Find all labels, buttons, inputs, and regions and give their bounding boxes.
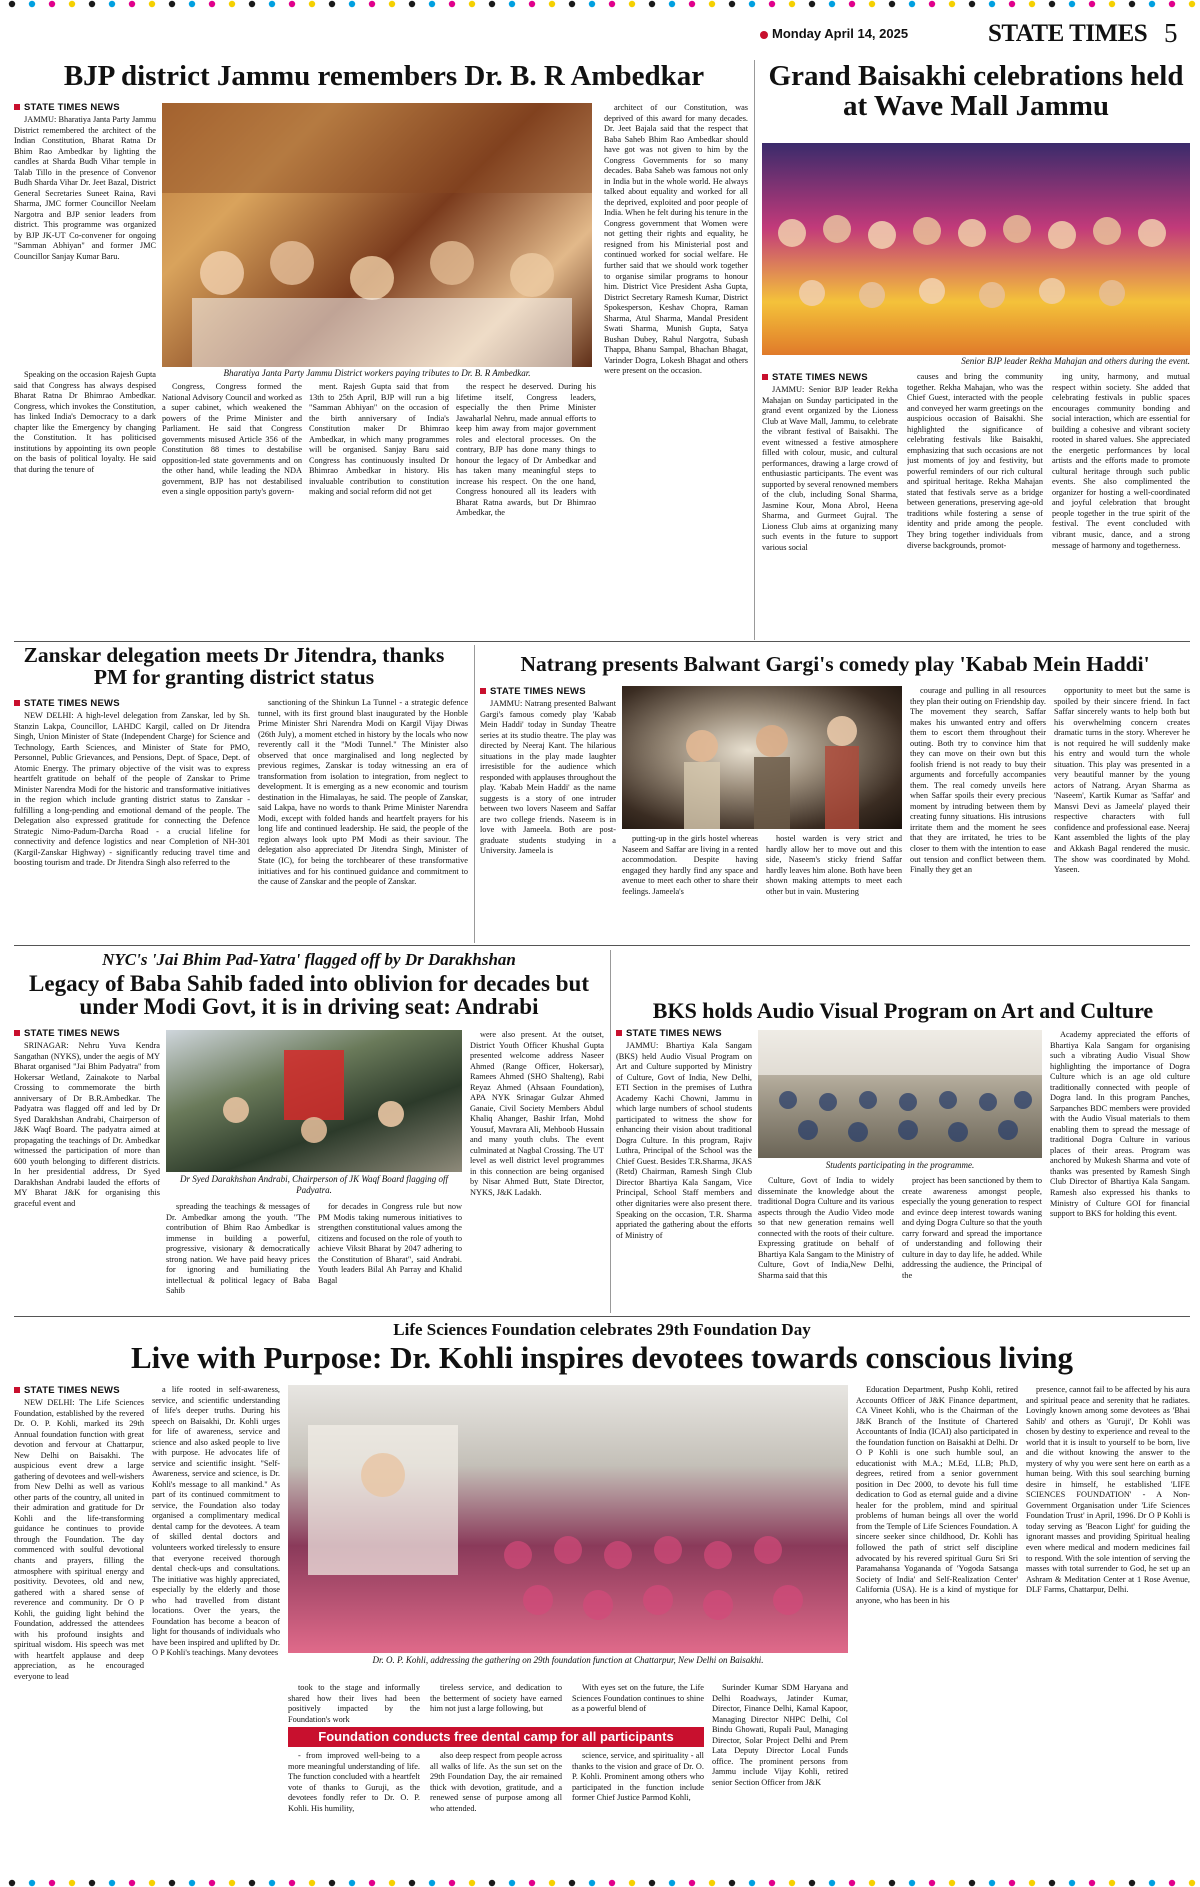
registration-dot — [749, 1880, 755, 1886]
section-divider — [14, 945, 1190, 946]
paragraph: JAMMU: Natrang presented Balwant Gargi's famous comedy play 'Kabab Mein Haddi' today in Sunday Theatre series at its studio theatre. The play was directed by Neeraj Kant. The hilarious situations in the play made laughter irresistible for the audience which responded with applauses throughout the play. 'Kabab Mein Haddi' as the name suggests is a story of one intruder between two lovers Naseem and Saffar are two college friends. Naseem is in love with Jameela. Both are post-graduate students studying in a University. Jameela is — [480, 699, 616, 856]
registration-dot — [349, 1, 355, 7]
byline-text: STATE TIMES NEWS — [24, 698, 120, 709]
registration-dot — [429, 1880, 435, 1886]
issue-date: Monday April 14, 2025 — [772, 26, 909, 41]
registration-dot — [669, 1880, 675, 1886]
dental-camp-banner — [288, 1727, 704, 1747]
article-text — [910, 686, 1046, 943]
registration-dot — [629, 1, 635, 7]
registration-dot — [649, 1, 655, 7]
article-text — [572, 1751, 704, 1876]
article-text — [430, 1751, 562, 1876]
kicker-lsf: Life Sciences Foundation celebrates 29th Foundation Day — [393, 1320, 811, 1339]
registration-dot — [689, 1880, 695, 1886]
masthead — [760, 18, 1190, 52]
registration-dot — [309, 1, 315, 7]
photo-baisakhi-group — [762, 143, 1190, 355]
registration-dot — [509, 1, 515, 7]
article-text — [258, 698, 468, 943]
paragraph: tireless service, and dedication to the betterment of society have earned him not just a large following, but — [430, 1683, 562, 1714]
registration-dot — [409, 1, 415, 7]
registration-dot — [229, 1, 235, 7]
registration-dot — [409, 1880, 415, 1886]
registration-dot — [429, 1, 435, 7]
byline — [616, 1028, 722, 1039]
registration-dot — [729, 1880, 735, 1886]
registration-dot — [749, 1, 755, 7]
registration-dot — [789, 1880, 795, 1886]
byline-text: STATE TIMES NEWS — [24, 1385, 120, 1396]
article-text — [856, 1385, 1018, 1876]
article-text — [1052, 372, 1190, 638]
registration-dot — [689, 1, 695, 7]
registration-dot — [1049, 1880, 1055, 1886]
paper-name: STATE TIMES — [988, 20, 1148, 47]
byline — [14, 1028, 120, 1039]
photo-bks-students — [758, 1030, 1042, 1158]
registration-dot — [29, 1, 35, 7]
registration-dot — [729, 1, 735, 7]
registration-dot — [1109, 1, 1115, 7]
byline — [480, 686, 586, 697]
photo-kohli-gathering — [288, 1385, 848, 1653]
registration-dot — [989, 1880, 995, 1886]
red-bullet-icon — [760, 31, 768, 39]
paragraph: hostel warden is very strict and hardly allow her to move out and this side, Naseem's sticky friend Saffar hardly leaves him alone. Both have been shown making attempts to meet each other but in vain. Mustering — [766, 834, 902, 896]
headline-zanskar: Zanskar delegation meets Dr Jitendra, thanks PM for granting district status — [23, 643, 445, 689]
paragraph: sanctioning of the Shinkun La Tunnel - a strategic defence tunnel, with its first ground blast inaugurated by the Honble Prime Minister Shri Narendra Modi on Kargil Vijay Diwas (26th July), a moment etched in history by the locals who now reverently call it the "Modi Tunnel." The Minister also observed that once marginalised and long neglected by previous regimes, Zanskar is today witnessing an era of transformation from isolation to integration, from neglect to development. It is emerging as a new economic and tourism destination in the Himalayas, he said. The people of Zanskar, said Lakpa, have no words to thank Prime Minister Narendra Modi, except with folded hands and heartfelt prayers for his long life and continued leadership. He said, the people of the region always look upto PM Modi as their saviour. The delegation also appreciated Dr Jitendra Singh, Minister of State (IC), for being the torchbearer of these transformative initiatives and for his continued guidance and commitment to the cause of Zanskar and the people of Zanskar. — [258, 698, 468, 887]
article-text — [166, 1202, 310, 1313]
paragraph: JAMMU: Senior BJP leader Rekha Mahajan on Sunday participated in the grand event organized by the Lioness Club at Wave Mall, Jammu, to celebrate the vibrant festival of Baisakhi. The event witnessed a festive atmosphere filled with colour, music, and cultural performances, drawing a large crowd of enthusiastic participants. The event was supported by several renowned members of the club, including Sonal Sharma, Jasmine Kour, Mona Abrol, Heena Sharma, and Gurmeet Gujral. The Lioness Club aims at organizing many such events in the future to support various social — [762, 385, 898, 552]
article-text — [288, 1751, 420, 1876]
paragraph: Congress, Congress formed the National Advisory Council and worked as a super cabinet, which weakened the powers of the Prime Minister and Parliament. He said that Congress governments misused Article 356 of the Constitution 88 times to destabilise opposition-led state governments and on the other hand, while leading the NDA government, BJP has not destabilised even a single opposition party's govern- — [162, 382, 302, 497]
section-divider — [14, 641, 1190, 642]
article-text — [430, 1683, 562, 1725]
registration-dot — [1169, 1, 1175, 7]
registration-dot — [669, 1, 675, 7]
paragraph: spreading the teachings & messages of Dr. Ambedkar among the youth. "The contribution of Bhim Rao Ambedkar is immense in building a powerful, progressive, visionary & democratically strong nation. We have paid heavy prices for ignoring and humiliating the intellectual & political legacy of Baba Sahib — [166, 1202, 310, 1296]
paragraph: architect of our Constitution, was deprived of this award for many decades. Dr. Jeet Bajala said that the respect that Baba Saheb Bhim Rao Ambedkar should have got was not given to him by the Congress Governments for so many decades. Baba Saheb was famous not only in India but in the whole world. He always talked about equality and worked for all the deprived, exploited and poor people of India. When he felt during his tenure in the Congress government that Women were not getting their rights and equality, he resigned from his Ministerial post and continued worked for social welfare. He further said that we should work together to organise similar programs to honour him. District Vice President Asha Gupta, District Secretary Ramesh Kumar, District Spokesperson, Keshav Chopra, Raman Sharma, Atul Sharma, Mandal President Swati Sharma, Munish Gupta, Satya Bushan Dubey, Rahul Nargotra, Subash Thappa, Bhanu Sampal, Bhachan Bhagat, Varinder Dogra, Lokesh Bhagat and others were present on the occasion. — [604, 103, 748, 376]
paragraph: opportunity to meet but the same is spoiled by their sincere friend. In fact Saffar sincerely wants to help both but his overwhelming concern creates dramatic turns in the story. Wherever he is not required he will suddenly make his entry and would turn the whole situation. This play was presented in a very beautiful manner by the young actors of Natrang. Aryan Sharma as 'Naseem', Kartik Kumar as 'Saffar' and Mansvi Devi as Jameela' played their respective characters with full confidence and professional ease. Neeraj Kant assembled the lights of the play and Akkash Bagal rendered the music. The show was coordinated by Mohd. Yaseen. — [1054, 686, 1190, 875]
registration-dot — [369, 1880, 375, 1886]
paragraph: NEW DELHI: A high-level delegation from Zanskar, led by Sh. Stanzin Lakpa, Councillor, LAHDC Kargil, called on Dr Jitendra Singh, Union Minister of State (Independent Charge) for Science and Technology, Earth Sciences, and Minister of State for PMO, Personnel, Public Grievances, and Pensions, Dept. of Space, Dept. of Atomic Energy. The primary objective of the visit was to express heartfelt gratitude on behalf of the people of Zanskar to Prime Minister Narendra Modi for the historic and transformative initiatives in the region which include granting district status to Zanskar - fulfilling a long-pending and emotional demand of the people. The Delegation also expressed gratitude for connecting the Defence Strategic Nimo-Padum-Darcha Road - a crucial lifeline for connectivity and defence logistics and near Completion of NH-301 (Kargil-Zanskar Highway) - significantly reducing travel time and boosting tourism and trade. Dr Jitendra Singh also referred to the — [14, 711, 250, 868]
article-text — [902, 1176, 1042, 1313]
registration-dot — [629, 1880, 635, 1886]
byline-text: STATE TIMES NEWS — [24, 102, 120, 113]
registration-dot — [1029, 1880, 1035, 1886]
paragraph: JAMMU: Bhartiya Kala Sangam (BKS) held Audio Visual Program on Art and Culture supported by Ministry of Culture, Govt of India, New Delhi, ETI Section in the premises of Luthra Academy Kachi Chowni, Jammu in which large numbers of school students participated to witness the show for enhancing their vision about traditional Dogra Culture. In this program, Rajiv Luthra, Principal of the School was the Chief Guest. Besides T.R.Sharma, JKAS (Retd) Chairman, Ramesh Singh Club Director Bhartiya Kala Sangam, Vice Principal, School Staff members and other dignitaries were also present there. Speaking on the occasion, T.R. Sharma appriated the gathering about the efforts of Ministry of — [616, 1041, 752, 1240]
paragraph: NEW DELHI: The Life Sciences Foundation, established by the revered Dr. O. P. Kohli, marked its 29th Annual foundation function with great devotion and fervour at Chattarpur, New Delhi on Baisakhi. The auspicious event drew a large gathering of devotees and well-wishers from New Delhi as well as various other parts of the country, all united in their admiration and gratitude for Dr Kohli and the life-transforming guidance he continues to provide through the Foundation. The day commenced with soulful devotional chants and prayers, filling the atmosphere with spiritual energy and positivity. Devotees, old and new, gathered with a shared sense of reverence and community. Dr O P Kohli, the guiding light behind the Foundation, addressed the attendees with his profound insights and spiritual wisdom. His speech was met with heartfelt applause and deep appreciation, as he encouraged everyone to lead — [14, 1398, 144, 1681]
registration-dot — [389, 1880, 395, 1886]
registration-dot — [329, 1880, 335, 1886]
article-text — [162, 382, 302, 638]
article-text — [470, 1030, 604, 1313]
registration-dot — [49, 1880, 55, 1886]
column-divider — [754, 60, 755, 640]
registration-dot — [169, 1, 175, 7]
paragraph: courage and pulling in all resources they plan their outing on Friendship day. The movement they search, Saffar makes his unwanted entry and offers them to escort them throughout their outing. Both try to convince him that they can move on their own but this foolish friend is not ready to buy their arguments and forcefully accompanies them. The real comedy unveils here when Saffar spoils their every precious moment by intruding between them by creating funny situations. His intrusions irritate them and the moment he sees that they are irritated, he tries to be closer to them with the intention to ease out tension and conflict between them. Finally they get an — [910, 686, 1046, 875]
headline-kohli: Live with Purpose: Dr. Kohli inspires devotees towards conscious living — [130, 1340, 1074, 1375]
byline-text: STATE TIMES NEWS — [772, 372, 868, 383]
registration-dot — [1049, 1, 1055, 7]
paragraph: putting-up in the girls hostel whereas Naseem and Saffar are living in a rented accommodation. Despite having engaged they hardly find any space and avenue to meet each other to share their feelings. Jameela's — [622, 834, 758, 896]
paragraph: ment. Rajesh Gupta said that from 13th to 25th April, BJP will run a big "Samman Abhiyan" on the occasion of the birth anniversary of India's Constitution maker Dr Bhimrao Ambedkar, in which many programmes will be organised. Sanjay Baru said Congress has continuously insulted Dr Bhimrao Ambedkar in history. His invaluable contribution to constitution making and social reform did not get — [309, 382, 449, 497]
registration-dot — [469, 1880, 475, 1886]
registration-dot — [1009, 1880, 1015, 1886]
registration-dot — [909, 1880, 915, 1886]
headline-ambedkar: BJP district Jammu remembers Dr. B. R Ambedkar — [63, 60, 705, 92]
registration-dot — [549, 1880, 555, 1886]
registration-dot — [1129, 1, 1135, 7]
column-divider — [610, 950, 611, 1313]
registration-dot — [569, 1, 575, 7]
registration-dot — [709, 1, 715, 7]
registration-dot — [49, 1, 55, 7]
registration-dot — [869, 1880, 875, 1886]
registration-dot — [1149, 1, 1155, 7]
registration-dot — [469, 1, 475, 7]
article-text — [572, 1683, 704, 1725]
registration-dot — [9, 1880, 15, 1886]
bottom-dot-strip — [0, 1879, 1200, 1887]
registration-dot — [1129, 1880, 1135, 1886]
paragraph: took to the stage and informally shared how their lives had been positively impacted by the Foundation's work — [288, 1683, 420, 1724]
paragraph: were also present. At the outset, District Youth Officer Khushal Gupta presented welcome address Naseer Ahmed (Range Officer, Hokersar), Ramees Ahmed (SHO Shalteng), Rabi Reyaz Ahmed (Ahsaan Foundation), APA NYK Srinagar Gulzar Ahmed Ganaie, Civil Society Members Abdul Khaliq Ahanger, Bashir Irfan, Mohd Yousuf, Mavrara Ali, Mehboob Hussain and many youth clubs. The event culminated at Nagbal Crossing. The UT level as well district level programmes in this connection are being organised by Nisar Ahmed Butt, State Director, NYKS, J&K Ladakh. — [470, 1030, 604, 1197]
registration-dot — [549, 1, 555, 7]
article-text — [480, 699, 616, 943]
registration-dot — [249, 1880, 255, 1886]
article-text — [456, 382, 596, 638]
paragraph: JAMMU: Bharatiya Janta Party Jammu District remembered the architect of the Indian Constitution, Bharat Ratna Dr Bhim Rao Ambedkar by lighting the candles at Sharda Budh Vihar temple in Talab Tillo in the presence of Convenor Budh Sharda Vihar Dr. Jeet Bazal, District General Secretaries Suneet Raina, Ravi Sharma, JMC former Councillor Neelam Nargotra and BJP senior leaders from district. This programme was organized by BJP JK-UT Co-convener for ongoing "Samman Abhiyan" and former JMC Councillor Sanjay Kumar Baru. — [14, 115, 156, 261]
registration-dot — [869, 1, 875, 7]
registration-dot — [269, 1880, 275, 1886]
registration-dot — [69, 1, 75, 7]
registration-dot — [369, 1, 375, 7]
registration-dot — [509, 1880, 515, 1886]
paragraph: Surinder Kumar SDM Haryana and Delhi Roadways, Jatinder Kumar, Director, Finance Delhi, Kamal Kapoor, Managing Director NHPC Delhi, Col Bindu Ghowati, Rupali Paul, Managing Director, Solar Project Delhi and Prem Lata Deputy Director Local Funds office. The prominent persons from Jammu include Vijay Kohli, retired senior Section Officer from J&K — [712, 1683, 848, 1787]
registration-dot — [309, 1880, 315, 1886]
registration-dot — [69, 1880, 75, 1886]
registration-dot — [269, 1, 275, 7]
registration-dot — [89, 1, 95, 7]
paragraph: also deep respect from people across all walks of life. As the sun set on the 29th Foundation Day, the air remained thick with devotion, gratitude, and a renewed sense of purpose among all who attended. — [430, 1751, 562, 1813]
article-text — [766, 834, 902, 943]
article-text — [14, 370, 156, 638]
article-text — [762, 385, 898, 638]
registration-dot — [829, 1880, 835, 1886]
registration-dot — [909, 1, 915, 7]
registration-dot — [489, 1, 495, 7]
registration-dot — [289, 1, 295, 7]
registration-dot — [969, 1880, 975, 1886]
registration-dot — [609, 1880, 615, 1886]
registration-dot — [1069, 1, 1075, 7]
article-text — [907, 372, 1043, 638]
paragraph: a life rooted in self-awareness, service, and scientific understanding of life's deeper truths. During his speech on Baisakhi, Dr. Kohli urges for life of awareness, service and science and also asked people to live with purpose. He advocates life of service and scientific insight. "Self-Awareness, service and science, is Dr. Kohli's message to all mankind." As part of its continued commitment to service, the Foundation also today organised a complimentary medical dental camp for the devotees. A team of skilled dental doctors and volunteers worked tirelessly to ensure that everyone received thorough dental check-ups and consultations. The initiative was highly appreciated, especially by the elderly and those who had travelled from distant locations. Over the years, the Foundation has become a beacon of light for thousands of individuals who have been inspired and uplifted by Dr. O P Kohli's teachings. Many devotees — [152, 1385, 280, 1658]
headline-bks: BKS holds Audio Visual Program on Art and Culture — [652, 998, 1154, 1023]
registration-dot — [1089, 1, 1095, 7]
registration-dot — [489, 1880, 495, 1886]
registration-dot — [889, 1, 895, 7]
registration-dot — [769, 1, 775, 7]
photo-crowd-art — [162, 103, 592, 367]
photo-caption: Bharatiya Janta Party Jammu District workers paying tributes to Dr. B. R Ambedkar. — [223, 368, 531, 378]
column-divider — [474, 645, 475, 943]
registration-dot — [769, 1880, 775, 1886]
paragraph: Culture, Govt of India to widely disseminate the knowledge about the traditional Dogra Culture and its various aspects through the Audio Video mode so that new generation remains well connected with the roots of their culture. Expressing gratitude on behalf of Bhartiya Kala Sangam to the Ministry of Culture, Govt of India,New Delhi, Sharma said that this — [758, 1176, 894, 1280]
registration-dot — [889, 1880, 895, 1886]
photo-group-art — [762, 143, 1190, 355]
byline — [14, 698, 120, 709]
registration-dot — [1009, 1, 1015, 7]
photo-caption: Senior BJP leader Rekha Mahajan and others during the event. — [961, 356, 1190, 366]
registration-dot — [529, 1, 535, 7]
article-text — [318, 1202, 462, 1313]
paragraph: for decades in Congress rule but now PM Modis taking numerous initiatives to strengthen constitutional values among the citizens and focused on the role of youth to achieve Viksit Bharat by 2047 adhering to the Constitution of Bharat", said Andrabi. Youth leaders Bilal Ah Parray and Khalid Bagal — [318, 1202, 462, 1285]
registration-dot — [1069, 1880, 1075, 1886]
article-text — [604, 103, 748, 638]
registration-dot — [929, 1, 935, 7]
paragraph: With eyes set on the future, the Life Sciences Foundation continues to shine as a powerful blend of — [572, 1683, 704, 1714]
photo-classroom-art — [758, 1030, 1042, 1158]
photo-caption: Dr Syed Darakhshan Andrabi, Chairperson of JK Waqf Board flagging off Padyatra. — [180, 1174, 448, 1195]
photo-caption: Students participating in the programme. — [825, 1160, 975, 1170]
registration-dot — [789, 1, 795, 7]
article-text — [1050, 1030, 1190, 1313]
registration-dot — [849, 1, 855, 7]
registration-dot — [189, 1, 195, 7]
headline-natrang: Natrang presents Balwant Gargi's comedy play 'Kabab Mein Haddi' — [520, 652, 1150, 676]
byline-text: STATE TIMES NEWS — [626, 1028, 722, 1039]
registration-dot — [949, 1, 955, 7]
banner-text: Foundation conducts free dental camp for all participants — [318, 1729, 674, 1744]
registration-dot — [1149, 1880, 1155, 1886]
photo-ambedkar-tribute — [162, 103, 592, 367]
registration-dot — [1169, 1880, 1175, 1886]
article-text — [309, 382, 449, 638]
paragraph: Speaking on the occasion Rajesh Gupta said that Congress has always despised Bharat Ratna Dr Bhimrao Ambedkar. Congress, which invokes the Constitution, has linked India's Democracy to a dark chapter like the Emergency by changing the Constitution. It has politicised institutions by appointing its own people on the basis of political loyalty. He said that during the tenure of — [14, 370, 156, 474]
page-number: 5 — [1164, 18, 1178, 48]
byline — [762, 372, 868, 383]
top-dot-strip — [0, 0, 1200, 8]
photo-play-scene — [622, 686, 902, 829]
article-text — [14, 1398, 144, 1876]
article-text — [758, 1176, 894, 1313]
registration-dot — [709, 1880, 715, 1886]
registration-dot — [1089, 1880, 1095, 1886]
article-text — [1026, 1385, 1190, 1876]
registration-dot — [1189, 1880, 1195, 1886]
registration-dot — [949, 1880, 955, 1886]
registration-dot — [1029, 1, 1035, 7]
photo-flag-art — [166, 1030, 462, 1172]
registration-dot — [29, 1880, 35, 1886]
paragraph: Academy appreciated the efforts of Bhartiya Kala Sangam for organising such a vibrating Audio Visual Show highlighting the importance of Dogra Culture which is an age old culture traditionally connected with people of Dogra land. In this program Panches, Sarpanches BDC members were provided with the Audio Visual materials to them enabling them to spread the message of traditional Dogra Culture in various places of their areas. Program was anchored by Mukesh Sharma and vote of thanks was presented by Ramesh Singh Club Director of Bhartiya Kala Sangam. Ramesh also expressed his thanks to Ministry of Culture GOI for financial support to BKS for holding this event. — [1050, 1030, 1190, 1219]
article-text — [14, 1041, 160, 1313]
headline-andrabi: Legacy of Baba Sahib faded into oblivion for decades but under Modi Govt, it is in driving seat: Andrabi — [29, 971, 589, 1020]
article-text — [616, 1041, 752, 1313]
paragraph: causes and bring the community together. Rekha Mahajan, who was the Chief Guest, interacted with the people and conveyed her warm greetings on the auspicious occasion of Baisakhi. She highlighted the significance of celebrating festivals like Baisakhi, emphasizing that such occasions are not just moments of joy and festivity, but powerful reminders of our rich cultural and spiritual heritage. Rekha Mahajan stated that festivals serve as a bridge between generations, preserving age-old traditions while fostering a sense of identity and pride among the people. They bring together individuals from diverse backgrounds, promot- — [907, 372, 1043, 550]
registration-dot — [449, 1880, 455, 1886]
registration-dot — [1189, 1, 1195, 7]
photo-caption: Dr. O. P. Kohli, addressing the gathering on 29th foundation function at Chattarpur, New Delhi on Baisakhi. — [372, 1655, 764, 1665]
registration-dot — [829, 1, 835, 7]
registration-dot — [149, 1, 155, 7]
paragraph: ing unity, harmony, and mutual respect within society. She added that celebrating festivals in public spaces encourages community bonding and social interaction, which are essential for building a cohesive and vibrant society rooted in shared values. She appreciated the energetic performances by local artists and the efforts made to promote cultural heritage through such public events. She also complimented the organizer for hosting a well-coordinated and joyful celebration that brought people together in the true spirit of the festival. The event concluded with vibrant music, dance, and a strong message of harmony and togetherness. — [1052, 372, 1190, 550]
photo-audience-art — [288, 1385, 848, 1653]
registration-dot — [329, 1, 335, 7]
registration-dot — [849, 1880, 855, 1886]
section-divider — [14, 1316, 1190, 1317]
article-text — [14, 711, 250, 943]
registration-dot — [649, 1880, 655, 1886]
registration-dot — [209, 1880, 215, 1886]
registration-dot — [209, 1, 215, 7]
registration-dot — [129, 1880, 135, 1886]
registration-dot — [589, 1, 595, 7]
registration-dot — [809, 1, 815, 7]
registration-dot — [969, 1, 975, 7]
paragraph: - from improved well-being to a more meaningful understanding of life. The function concluded with a heartfelt vote of thanks to Guruji, as the devotees fondly refer to Dr. O. P. Kohli. His humility, — [288, 1751, 420, 1813]
registration-dot — [1109, 1880, 1115, 1886]
article-text — [14, 115, 156, 366]
registration-dot — [289, 1880, 295, 1886]
registration-dot — [589, 1880, 595, 1886]
headline-baisakhi: Grand Baisakhi celebrations held at Wave Mall Jammu — [768, 60, 1184, 122]
kicker-padyatra: NYC's 'Jai Bhim Pad-Yatra' flagged off by Dr Darakhshan — [102, 950, 516, 969]
registration-dot — [929, 1880, 935, 1886]
byline-text: STATE TIMES NEWS — [24, 1028, 120, 1039]
paragraph: science, service, and spirituality - all thanks to the vision and grace of Dr. O. P. Kohli. Prominent among others who participated in the function include former Chief Justice Parmod Kohli, — [572, 1751, 704, 1803]
paragraph: Education Department, Pushp Kohli, retired Accounts Officer of J&K Finance department, CA Vineet Kohli, who is the Chairman of the J&K Branch of the Institute of Chartered Accountants of India (ICAI) also participated in the foundation function on Baisakhi at Delhi. Dr O P Kohli is one such humble soul, an educationist with M.A.; M.Ed, LLB; Ph.D, degrees, retired from a senior government position in Dec 2000, to devote his full time dedication to God as eternal guide and a divine healer for the problem, mind and spiritual problems of human beings all over the world from the Temple of Life Sciences Foundation. A sincere seeker since childhood, Dr. Kohli has followed the path of strict self discipline advocated by his revered spiritual Guru Sri Sri Paramahansa Yogananda of 'Yogoda Satsanga Society of India' and Self-Realization Center' California (USA). He is a kind of mystique for anyone, who has been in his — [856, 1385, 1018, 1605]
article-text — [1054, 686, 1190, 943]
registration-dot — [189, 1880, 195, 1886]
registration-dot — [109, 1880, 115, 1886]
registration-dot — [249, 1, 255, 7]
registration-dot — [529, 1880, 535, 1886]
article-text — [152, 1385, 280, 1876]
registration-dot — [169, 1880, 175, 1886]
registration-dot — [389, 1, 395, 7]
registration-dot — [349, 1880, 355, 1886]
registration-dot — [149, 1880, 155, 1886]
byline — [14, 1385, 120, 1396]
registration-dot — [569, 1880, 575, 1886]
registration-dot — [609, 1, 615, 7]
registration-dot — [129, 1, 135, 7]
article-text — [712, 1683, 848, 1876]
registration-dot — [809, 1880, 815, 1886]
paragraph: presence, cannot fail to be affected by his aura and spiritual peace and serenity that he radiates. Lovingly known among some devotees as 'Bhai Sahib' and others as 'Guruji', Dr Kohli was chosen by destiny to experience and reveal to the world that it is insult to yourself to be born, live and die without knowing the answer to the mystery of why you were sent here on earth as a human being. With this soul searching burning desire in himself, he established 'LIFE SCIENCES FOUNDATION' - A Non-Government Organisation under 'Life Sciences Foundation Trust' in April, 1996. Dr O P Kohli is today serving as 'Beacon Light' for guiding the ignorant masses and providing Spiritual healing even where medical and modern medicines fail to respond. With the sole intention of serving the masses with total surrender to God, he set up an Ashram & Meditation Center at 1 Rose Avenue, DLF Farms, Chattarpur, Delhi. — [1026, 1385, 1190, 1595]
registration-dot — [109, 1, 115, 7]
registration-dot — [229, 1880, 235, 1886]
byline — [14, 102, 120, 113]
article-text — [622, 834, 758, 943]
paragraph: SRINAGAR: Nehru Yuva Kendra Sangathan (NYKS), under the aegis of MY Bharat organised "Jai Bhim Padyatra" from Hokersar Wetland, Zainakote to Narbal Crossing to commemorate the birth anniversary of Dr B.R.Ambedkar. The Padyatra was flagged off and led by Dr Syed Darakhshan Andrabi, Chairperson of J&K Waqf Board. The padyatra aimed at propagating the teachings of Dr. Ambedkar witnessed the participation of more than 600 youth belonging to different districts. In her presidential address, Dr Syed Darakhshan Andrabi lauded the efforts of MY Bharat J&K for organising this graceful event and — [14, 1041, 160, 1208]
registration-dot — [989, 1, 995, 7]
registration-dot — [89, 1880, 95, 1886]
registration-dot — [449, 1, 455, 7]
photo-padyatra-flagoff — [166, 1030, 462, 1172]
byline-text: STATE TIMES NEWS — [490, 686, 586, 697]
photo-actors-art — [622, 686, 902, 829]
paragraph: project has been sanctioned by them to create awareness amongst people, especially the young generation to respect and evince deep interest towards waning and dying Dogra Culture so that the youth carry forward and spread the importance of understanding and following their culture in day to day life, he added. While addressing the audience, the Principal of the — [902, 1176, 1042, 1280]
article-text — [288, 1683, 420, 1725]
paragraph: the respect he deserved. During his lifetime itself, Congress leaders, especially the then Prime Minister Jawaharlal Nehru, made annual efforts to keep him away from major government roles and electoral processes. On the contrary, BJP has done many things to honour the legacy of Dr Ambedkar and has taken many meaningful steps to increase his respect. On the one hand, Congress honoured all its leaders with Bharat Ratna awards, but Dr Bhimrao Ambedkar, the — [456, 382, 596, 518]
registration-dot — [9, 1, 15, 7]
